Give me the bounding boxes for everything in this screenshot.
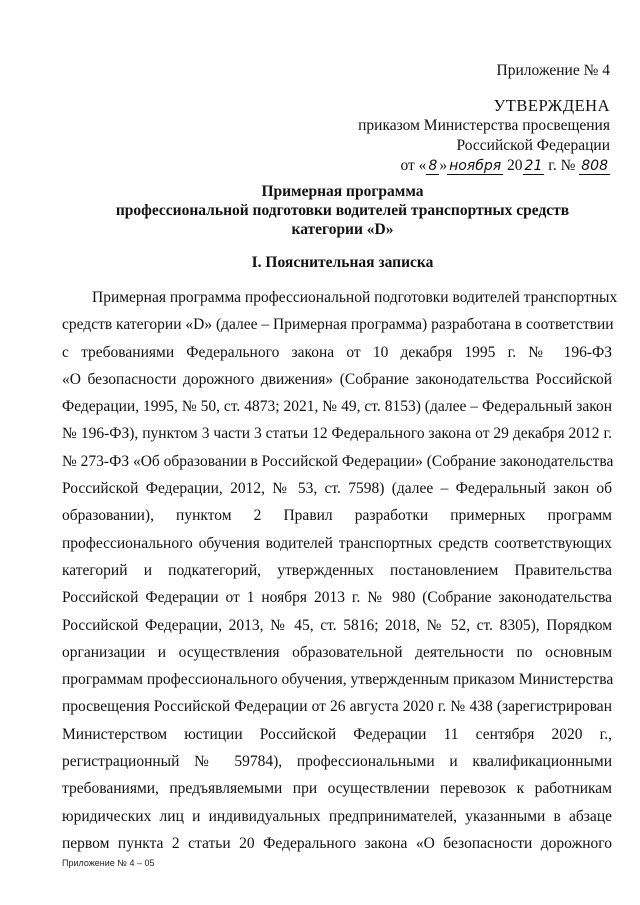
body-line: «О безопасности дорожного движения» (Собрание законодательства Российской — [62, 370, 612, 388]
date-year-handwritten: 21 — [524, 158, 543, 174]
date-year-suffix: г. № — [544, 157, 580, 174]
body-line: регистрационный № 59784), профессиональными и квалификационными — [62, 753, 612, 771]
body-line: с требованиями Федерального закона от 10 декабря 1995 г. № 196-ФЗ — [62, 343, 612, 361]
approval-stamp — [358, 96, 610, 176]
order-date-line — [358, 156, 610, 176]
approved-word: УТВЕРЖДЕНА — [493, 96, 610, 115]
body-line: Министерством юстиции Российской Федерации 11 сентября 2020 г., — [62, 725, 612, 743]
order-number-handwritten: 808 — [581, 158, 608, 174]
body-line: средств категории «D» (далее – Примерная программа) разработана в соответствии — [62, 316, 614, 334]
body-paragraph — [62, 284, 618, 857]
order-line-2: Российской Федерации — [456, 137, 610, 154]
title-line-3: категории «D» — [291, 221, 394, 238]
section-heading: I. Пояснительная записка — [251, 254, 434, 271]
body-line: первом пункта 2 статьи 20 Федерального закона «О безопасности дорожного — [62, 834, 612, 852]
body-line: образовании), пунктом 2 Правил разработки примерных программ — [62, 507, 612, 525]
document-title — [60, 182, 625, 239]
title-line-2: профессиональной подготовки водителей транспортных средств — [115, 202, 570, 219]
body-line: программам профессионального обучения, утвержденным приказом Министерства — [62, 671, 614, 689]
date-year-prefix: 20 — [503, 157, 523, 174]
body-line: № 196-ФЗ), пунктом 3 части 3 статьи 12 Федерального закона от 29 декабря 2012 г. — [62, 425, 612, 443]
body-line: требованиями, предъявляемыми при осуществлении перевозок к работникам — [62, 780, 612, 798]
appendix-label: Приложение № 4 — [496, 62, 610, 79]
title-line-1: Примерная программа — [261, 183, 424, 200]
body-line: Российской Федерации от 1 ноября 2013 г. № 980 (Собрание законодательства — [62, 589, 612, 607]
body-line: организации и осуществления образовательной деятельности по основным — [62, 643, 612, 661]
order-line-1: приказом Министерства просвещения — [358, 117, 610, 134]
body-line: категорий и подкатегорий, утвержденных постановлением Правительства — [62, 561, 612, 579]
date-month-handwritten: ноября — [449, 158, 502, 174]
body-line: Примерная программа профессиональной подготовки водителей транспортных — [92, 289, 618, 306]
body-line: юридических лиц и индивидуальных предпринимателей, указанными в абзаце — [62, 807, 612, 825]
date-prefix: от « — [400, 157, 427, 174]
date-mid: » — [439, 157, 448, 174]
body-line: профессионального обучения водителей транспортных средств соответствующих — [62, 534, 612, 552]
body-line: Федерации, 1995, № 50, ст. 4873; 2021, № 49, ст. 8153) (далее – Федеральный закон — [62, 398, 612, 416]
body-line: Российской Федерации, 2013, № 45, ст. 5816; 2018, № 52, ст. 8305), Порядком — [62, 616, 612, 634]
page-footer: Приложение № 4 – 05 — [62, 858, 155, 868]
body-line: просвещения Российской Федерации от 26 августа 2020 г. № 438 (зарегистрирован — [62, 698, 612, 716]
date-day-handwritten: 8 — [428, 158, 438, 174]
body-line: Российской Федерации, 2012, № 53, ст. 7598) (далее – Федеральный закон об — [62, 480, 612, 498]
body-line: № 273-ФЗ «Об образовании в Российской Федерации» (Собрание законодательства — [62, 452, 614, 470]
